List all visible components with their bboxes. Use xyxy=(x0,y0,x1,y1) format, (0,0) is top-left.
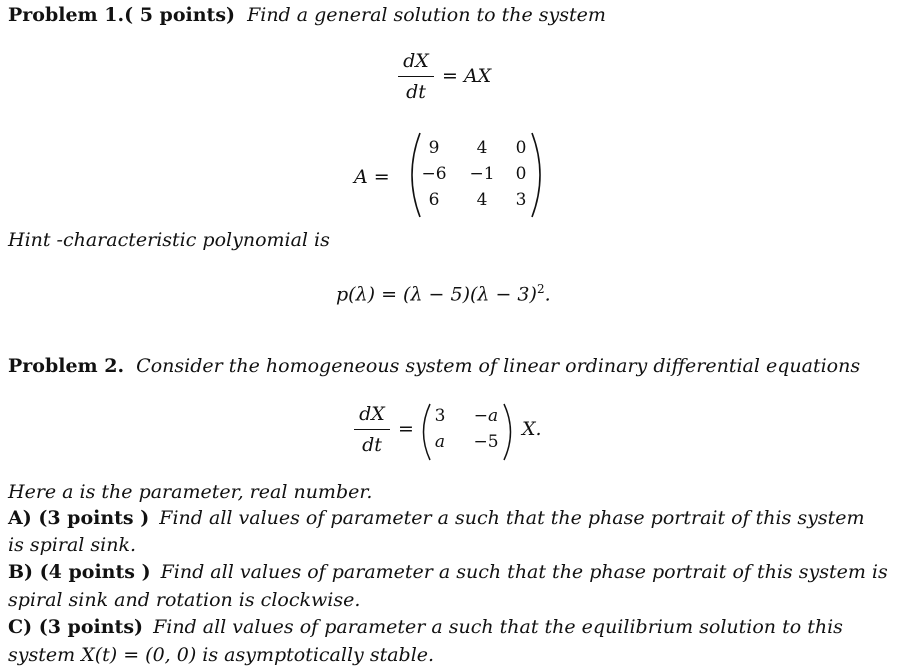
problem2-equals: = xyxy=(398,418,414,440)
part-a-text: Find all values of parameter a such that the phase portrait of this system xyxy=(159,507,865,529)
matrix-b-right-paren xyxy=(500,402,520,462)
problem1-intro: Find a general solution to the system xyxy=(247,4,606,26)
part-a-text-continued: is spiral sink. xyxy=(8,534,136,556)
part-b-text-continued: spiral sink and rotation is clockwise. xyxy=(8,589,361,611)
problem1-heading: Problem 1.( 5 points) xyxy=(8,4,236,26)
problem2-statement xyxy=(8,355,860,377)
problem1-statement xyxy=(8,4,606,26)
problem2-derivative-den: dt xyxy=(362,434,382,457)
matrix-a-cell: 4 xyxy=(476,138,488,158)
part-c-label: C) (3 points) xyxy=(8,616,144,638)
matrix-a-cell: 4 xyxy=(476,190,488,210)
part-b-label: B) (4 points ) xyxy=(8,561,151,583)
matrix-b-cell: −5 xyxy=(473,432,499,452)
matrix-a-cell: 9 xyxy=(428,138,440,158)
problem1-derivative xyxy=(398,49,434,104)
fraction-bar xyxy=(354,429,390,430)
part-b-text: Find all values of parameter a such that the phase portrait of this system is xyxy=(160,561,888,583)
problem2-derivative-num: dX xyxy=(359,403,385,425)
characteristic-polynomial xyxy=(336,282,551,305)
part-c-text-continued: system X(t) = (0, 0) is asymptotically stable. xyxy=(8,644,435,666)
matrix-a-cell: −1 xyxy=(469,164,495,184)
problem2-heading: Problem 2. xyxy=(8,355,125,377)
matrix-b-cell: −a xyxy=(473,406,499,426)
part-c xyxy=(8,616,843,638)
problem1-derivative-num: dX xyxy=(403,50,429,72)
hint-text: Hint -characteristic polynomial is xyxy=(8,229,330,251)
polynomial-main: p(λ) = (λ − 5)(λ − 3) xyxy=(336,283,537,306)
matrix-b-cell: 3 xyxy=(434,406,446,426)
problem2-equation-tail: X. xyxy=(522,418,542,440)
parameter-note: Here a is the parameter, real number. xyxy=(8,481,373,503)
part-b xyxy=(8,561,888,583)
polynomial-exponent: 2 xyxy=(536,282,545,296)
matrix-a-cell: 6 xyxy=(428,190,440,210)
polynomial-period: . xyxy=(544,283,551,306)
matrix-a-label: A = xyxy=(354,166,390,188)
part-a-label: A) (3 points ) xyxy=(8,507,150,529)
matrix-a-cell: −6 xyxy=(421,164,447,184)
problem2-derivative xyxy=(354,402,390,457)
part-a xyxy=(8,507,865,529)
matrix-a-cell: 0 xyxy=(515,164,527,184)
matrix-a-cell: 0 xyxy=(515,138,527,158)
part-c-text: Find all values of parameter a such that the equilibrium solution to this xyxy=(153,616,843,638)
fraction-bar xyxy=(398,76,434,77)
matrix-b-cell: a xyxy=(434,432,446,452)
problem2-intro: Consider the homogeneous system of linear ordinary differential equations xyxy=(136,355,861,377)
matrix-a-cell: 3 xyxy=(515,190,527,210)
problem1-equation-rhs: = AX xyxy=(442,65,492,87)
problem1-derivative-den: dt xyxy=(406,81,426,104)
